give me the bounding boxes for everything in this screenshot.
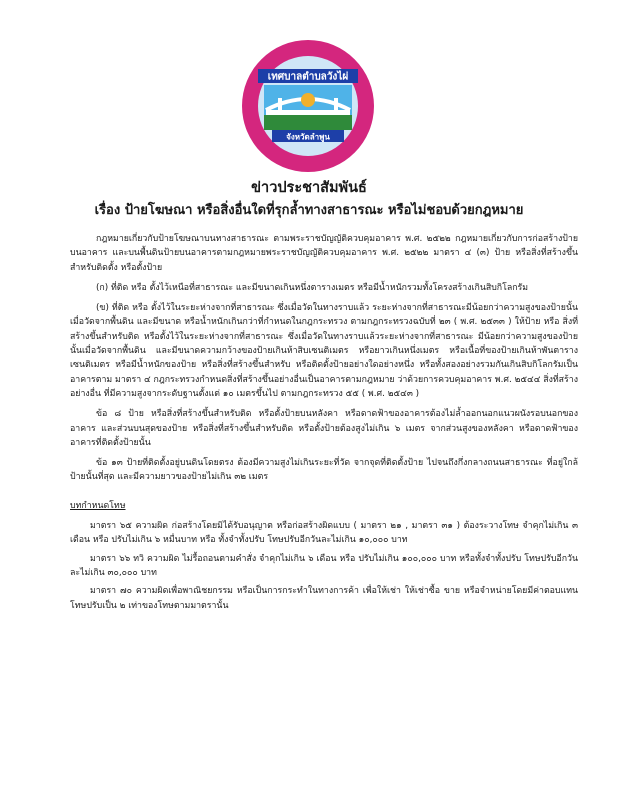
page-title: ข่าวประชาสัมพันธ์ bbox=[251, 180, 367, 196]
seal-emblem bbox=[301, 93, 315, 107]
penalty-item: มาตรา ๖๖ ทวิ ความผิด ไม่รื้อถอนตามคำสั่ง จำคุกไม่เกิน ๖ เดือน หรือ ปรับไม่เกิน ๑๐๐,๐๐๐ บาท หรือทั้งจำทั้งปรับ โทษปรับอีกวันละไม่เกิน ๓๐,๐๐๐ บาท bbox=[70, 553, 578, 578]
penalty-item: มาตรา ๖๕ ความผิด ก่อสร้างโดยมิได้รับอนุญาต หรือก่อสร้างผิดแบบ ( มาตรา ๒๑ , มาตรา ๓๑ ) ต้องระวางโทษ จำคุกไม่เกิน ๓ เดือน หรือ ปรับไม่เกิน ๖ หมื่นบาท หรือ ทั้งจำทั้งปรับ โทษปรับอีกวันละไม่เกิน ๑๐,๐๐๐ บาท bbox=[70, 521, 578, 546]
penalty-heading: บทกำหนดโทษ bbox=[70, 500, 126, 511]
penalty-item: มาตรา ๗๐ ความผิดเพื่อพาณิชยกรรม หรือเป็นการกระทำในทางการค้า เพื่อให้เช่า ให้เช่าซื้อ ขาย หรือจำหน่ายโดยมีค่าตอบแทน โทษปรับเป็น ๒ เท่าของโทษตามมาตรานั้น bbox=[70, 586, 578, 611]
penalty-list bbox=[70, 519, 578, 613]
seal-ground bbox=[264, 115, 352, 130]
paragraph-intro: กฎหมายเกี่ยวกับป้ายโฆษณาบนทางสาธารณะ ตามพระราชบัญญัติควบคุมอาคาร พ.ศ. ๒๕๒๒ กฎหมายเกี่ยวกับการก่อสร้างป้ายบนอาคาร และบนพื้นดินป้ายบนอาคารตามกฎหมายพระราชบัญญัติควบคุมอาคาร พ.ศ. ๒๕๒๒ มาตรา ๔ (๓) ป้าย หรือสิ่งที่สร้างขึ้นสำหรับติดตั้ง หรือตั้งป้าย bbox=[70, 234, 578, 273]
paragraph-clause-13: ข้อ ๑๓ ป้ายที่ติดตั้งอยู่บนดินโดยตรง ต้องมีความสูงไม่เกินระยะที่วัด จากจุดที่ติดตั้งป้าย ไปจนถึงกึ่งกลางถนนสาธารณะ ที่อยู่ใกล้ป้ายนั้นที่สุด และมีความยาวของป้ายไม่เกิน ๓๒ เมตร bbox=[70, 458, 578, 483]
paragraph-clause-8: ข้อ ๘ ป้าย หรือสิ่งที่สร้างขึ้นสำหรับติด หรือตั้งป้ายบนหลังคา หรือดาดฟ้าของอาคารต้องไม่ล้ำออกนอกแนวผนังรอบนอกของอาคาร และส่วนบนสุดของป้าย หรือสิ่งที่สร้างขึ้นสำหรับติด หรือตั้งป้ายต้องสูงไม่เกิน ๖ เมตร จากส่วนสูงของหลังคา หรือดาดฟ้าของอาคารที่ติดตั้งป้ายนั้น bbox=[70, 409, 578, 448]
municipality-seal-logo bbox=[238, 36, 378, 176]
paragraph-a: (ก) ที่ติด หรือ ตั้งไว้เหนือที่สาธารณะ และมีขนาดเกินหนึ่งตารางเมตร หรือมีน้ำหนักรวมทั้งโครงสร้างเกินสิบกิโลกรัม bbox=[96, 282, 529, 293]
seal-text-bottom: จังหวัดลำพูน bbox=[286, 132, 330, 142]
paragraph-b: (ข) ที่ติด หรือ ตั้งไว้ในระยะห่างจากที่สาธารณะ ซึ่งเมื่อวัดในทางราบแล้ว ระยะห่างจากที่สาธารณะมีน้อยกว่าความสูงของป้ายนั้น เมื่อวัดจากพื้นดิน และมีขนาด หรือน้ำหนักเกินกว่าที่กำหนดในกฎกระทรวง ตามกฎกระทรวงฉบับที่ ๒๓ ( พ.ศ. ๒๕๓๓ ) ให้ป้าย หรือ สิ่งที่สร้างขึ้นสำหรับติด หรือตั้งไว้ในระยะห่างจากที่สาธารณะ ซึ่งเมื่อวัดในทางราบแล้วระยะห่างจากที่สาธารณะ มีน้อยกว่าความสูงของป้ายนั้นเมื่อวัดจากพื้นดิน และมีขนาดความกว้างของป้ายเกินห้าสิบเซนติเมตร หรือยาวเกินหนึ่งเมตร หรือเนื้อที่ของป้ายเกินห้าพันตารางเซนติเมตร หรือมีน้ำหนักของป้าย หรือสิ่งที่สร้างขึ้นสำหรับ หรือติดตั้งป้ายอย่างใดอย่างหนึ่ง หรือทั้งสองอย่างรวมกันเกินสิบกิโลกรัมเป็นอาคารตาม มาตรา ๔ กฎกระทรวงกำหนดสิ่งที่สร้างขึ้นอย่างอื่นเป็นอาคารตามกฎหมาย ว่าด้วยการควบคุมอาคาร พ.ศ. ๒๕๔๔ สิ่งที่สร้างอย่างอื่น ที่มีความสูงจากระดับฐานตั้งแต่ ๑๐ เมตรขึ้นไป ตามกฎกระทรวง ๕๕ ( พ.ศ. ๒๕๔๓ ) bbox=[70, 303, 578, 399]
seal-text-top: เทศบาลตำบลวังไผ่ bbox=[267, 71, 349, 83]
page-subtitle: เรื่อง ป้ายโฆษณา หรือสิ่งอื่นใดที่รุกล้ำทางสาธารณะ หรือไม่ชอบด้วยกฎหมาย bbox=[94, 203, 524, 218]
document-body bbox=[70, 232, 578, 617]
